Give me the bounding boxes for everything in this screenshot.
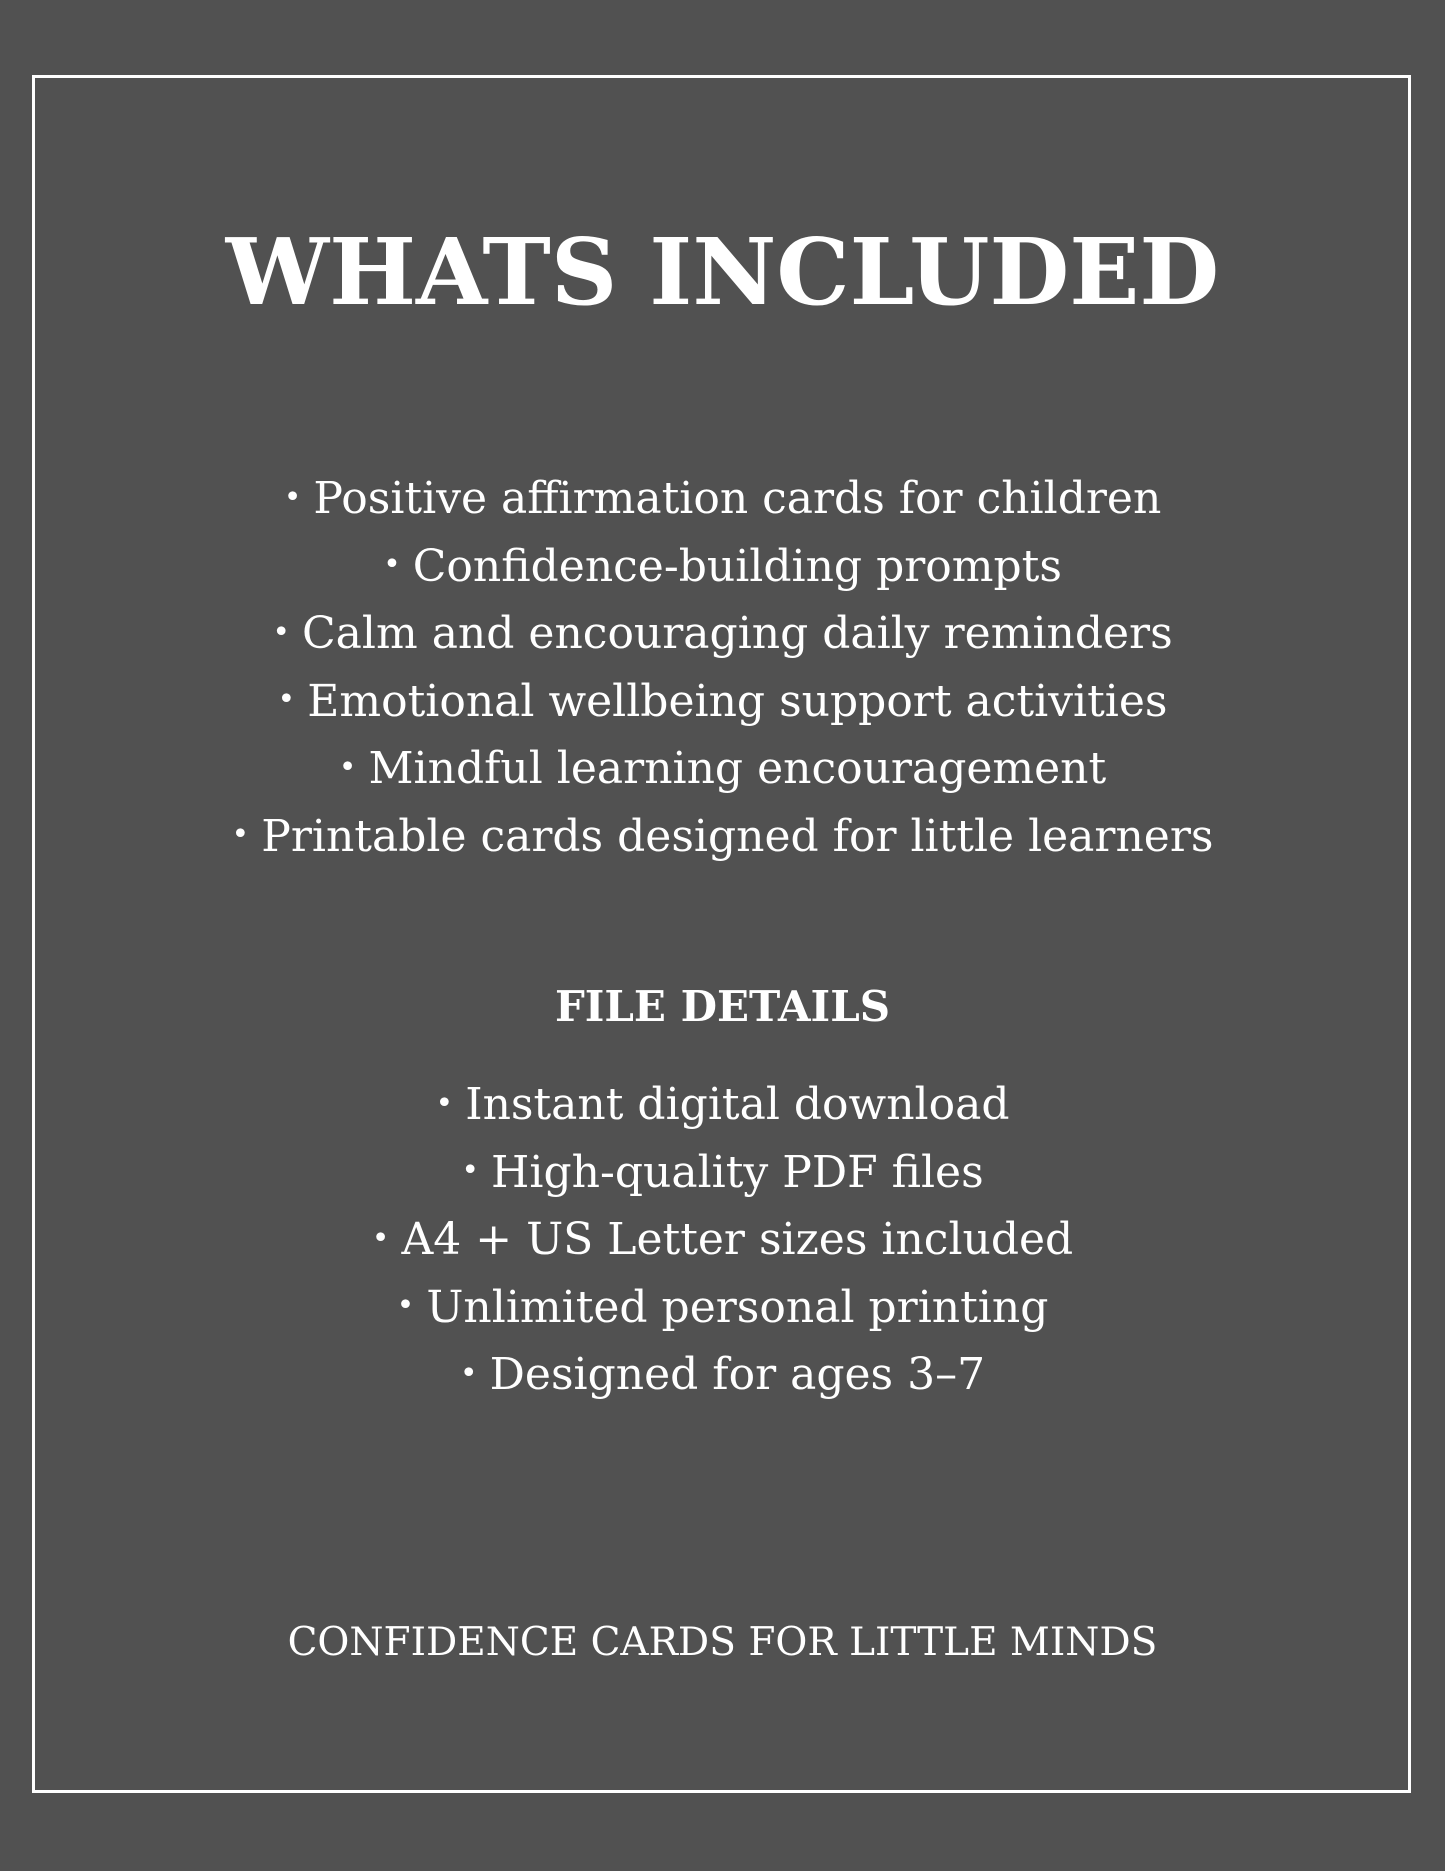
footer-tagline: CONFIDENCE CARDS FOR LITTLE MINDS bbox=[287, 1620, 1158, 1665]
list-item bbox=[0, 803, 1445, 871]
list-item bbox=[0, 600, 1445, 668]
list-item-text: A4 + US Letter sizes included bbox=[401, 1214, 1074, 1265]
list-item-text: Printable cards designed for little learners bbox=[261, 810, 1214, 862]
list-item bbox=[0, 1139, 1445, 1207]
list-item-text: Mindful learning encouragement bbox=[368, 743, 1107, 794]
bullet-icon: • bbox=[272, 614, 291, 650]
list-item bbox=[0, 533, 1445, 601]
bullet-icon: • bbox=[461, 1153, 480, 1189]
bullet-icon: • bbox=[277, 682, 296, 718]
list-item bbox=[0, 1341, 1445, 1409]
bullet-icon: • bbox=[383, 547, 401, 583]
list-item-text: Calm and encouraging daily reminders bbox=[302, 608, 1173, 659]
list-item bbox=[0, 1206, 1445, 1274]
bullet-icon: • bbox=[396, 1288, 415, 1324]
bullet-icon: • bbox=[459, 1355, 478, 1391]
list-item bbox=[0, 668, 1445, 736]
list-item-text: Confidence-building prompts bbox=[412, 540, 1062, 592]
page-border-frame bbox=[32, 75, 1411, 1793]
list-item bbox=[0, 465, 1445, 533]
bullet-icon: • bbox=[435, 1085, 454, 1121]
list-item-text: High-quality PDF files bbox=[491, 1146, 984, 1198]
list-item bbox=[0, 1071, 1445, 1139]
bullet-icon: • bbox=[371, 1220, 390, 1256]
page-title: WHATS INCLUDED bbox=[225, 217, 1220, 326]
list-item-text: Emotional wellbeing support activities bbox=[307, 675, 1168, 727]
list-item-text: Instant digital download bbox=[465, 1079, 1010, 1130]
list-item bbox=[0, 735, 1445, 803]
bullet-icon: • bbox=[283, 479, 302, 515]
list-item bbox=[0, 1274, 1445, 1342]
included-items-list bbox=[0, 465, 1445, 870]
bullet-icon: • bbox=[338, 749, 357, 785]
list-item-text: Positive affirmation cards for children bbox=[313, 473, 1162, 524]
list-item-text: Unlimited personal printing bbox=[426, 1281, 1049, 1333]
bullet-icon: • bbox=[231, 817, 250, 853]
file-details-list bbox=[0, 1071, 1445, 1409]
list-item-text: Designed for ages 3–7 bbox=[489, 1349, 986, 1400]
file-details-heading: FILE DETAILS bbox=[554, 981, 891, 1031]
